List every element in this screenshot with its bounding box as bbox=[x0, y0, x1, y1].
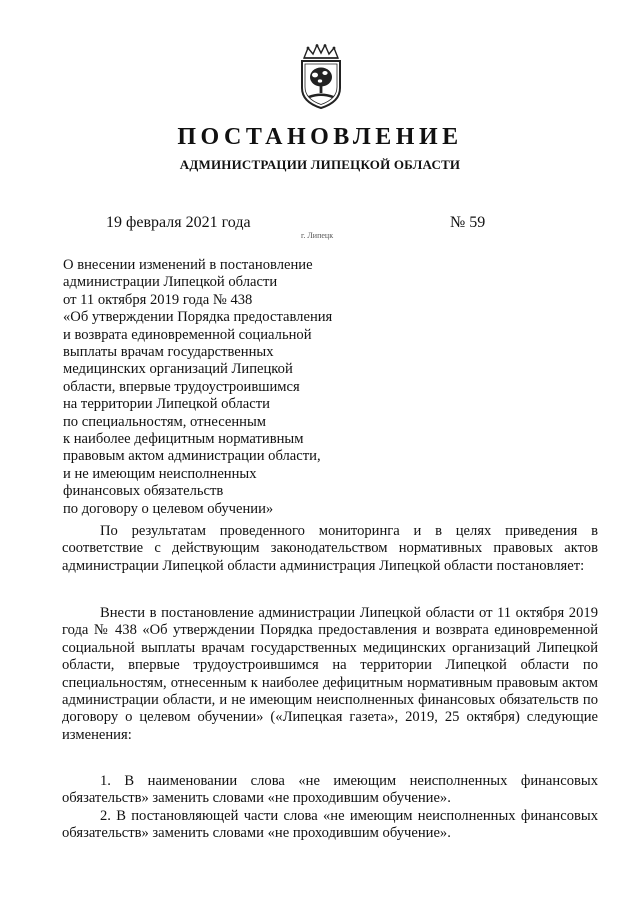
subject-line: на территории Липецкой области bbox=[63, 396, 270, 413]
subject-line: О внесении изменений в постановление bbox=[63, 257, 313, 273]
subject-line: по специальностям, отнесенным bbox=[63, 413, 266, 430]
subject-line: области, впервые трудоустроившимся bbox=[63, 378, 300, 395]
document-title: ПОСТАНОВЛЕНИЕ bbox=[177, 124, 463, 150]
amendment-block bbox=[62, 605, 598, 744]
document-place: г. Липецк bbox=[301, 231, 334, 240]
subject-line: финансовых обязательств bbox=[63, 483, 224, 500]
document-subject bbox=[63, 257, 383, 518]
subject-line: и не имеющим неисполненных bbox=[63, 465, 257, 482]
preamble-paragraph: По результатам проведенного мониторинга и в целях приведения в соответствие с действующим законодательством нормативных правовых актов администрации Липецкой области администрация Липецкой области постановляет: bbox=[62, 523, 598, 574]
preamble-block bbox=[62, 523, 598, 575]
amendment-intro-paragraph: Внести в постановление администрации Липецкой области от 11 октября 2019 года № 438 «Об утверждении Порядка предоставления и возврата единовременной социальной выплаты врачам государственных медицинских организаций Липецкой области, впервые трудоустроившимся на территории Липецкой области по специальностям, отнесенным к наиболее дефицитным нормативным правовым актом администрации области, и не имеющим неисполненных финансовых обязательств по договору о целевом обучении» («Липецкая газета», 2019, 25 октября) следующие изменения: bbox=[62, 605, 598, 743]
subject-line: к наиболее дефицитным нормативным bbox=[63, 431, 304, 448]
subject-line: администрации Липецкой области bbox=[63, 274, 278, 291]
subject-line: «Об утверждении Порядка предоставления bbox=[63, 309, 333, 326]
subject-line: по договору о целевом обучении» bbox=[63, 500, 274, 517]
coat-of-arms-icon bbox=[296, 44, 346, 110]
document-number: № 59 bbox=[450, 214, 486, 231]
subject-line: от 11 октября 2019 года № 438 bbox=[63, 291, 253, 308]
amendment-items bbox=[62, 773, 598, 843]
subject-line: и возврата единовременной социальной bbox=[63, 326, 312, 343]
subject-line: правовым актом администрации области, bbox=[63, 448, 321, 465]
document-date: 19 февраля 2021 года bbox=[106, 214, 251, 231]
subject-line: выплаты врачам государственных bbox=[63, 344, 274, 361]
subject-line: медицинских организаций Липецкой bbox=[63, 361, 293, 378]
issuer-name: АДМИНИСТРАЦИИ ЛИПЕЦКОЙ ОБЛАСТИ bbox=[179, 157, 461, 172]
amendment-item-1: 1. В наименовании слова «не имеющим неисполненных финансовых обязательств» заменить словами «не проходившим обучение». bbox=[62, 773, 598, 807]
amendment-item-2: 2. В постановляющей части слова «не имеющим неисполненных финансовых обязательств» заменить словами «не проходившим обучение». bbox=[62, 807, 598, 842]
